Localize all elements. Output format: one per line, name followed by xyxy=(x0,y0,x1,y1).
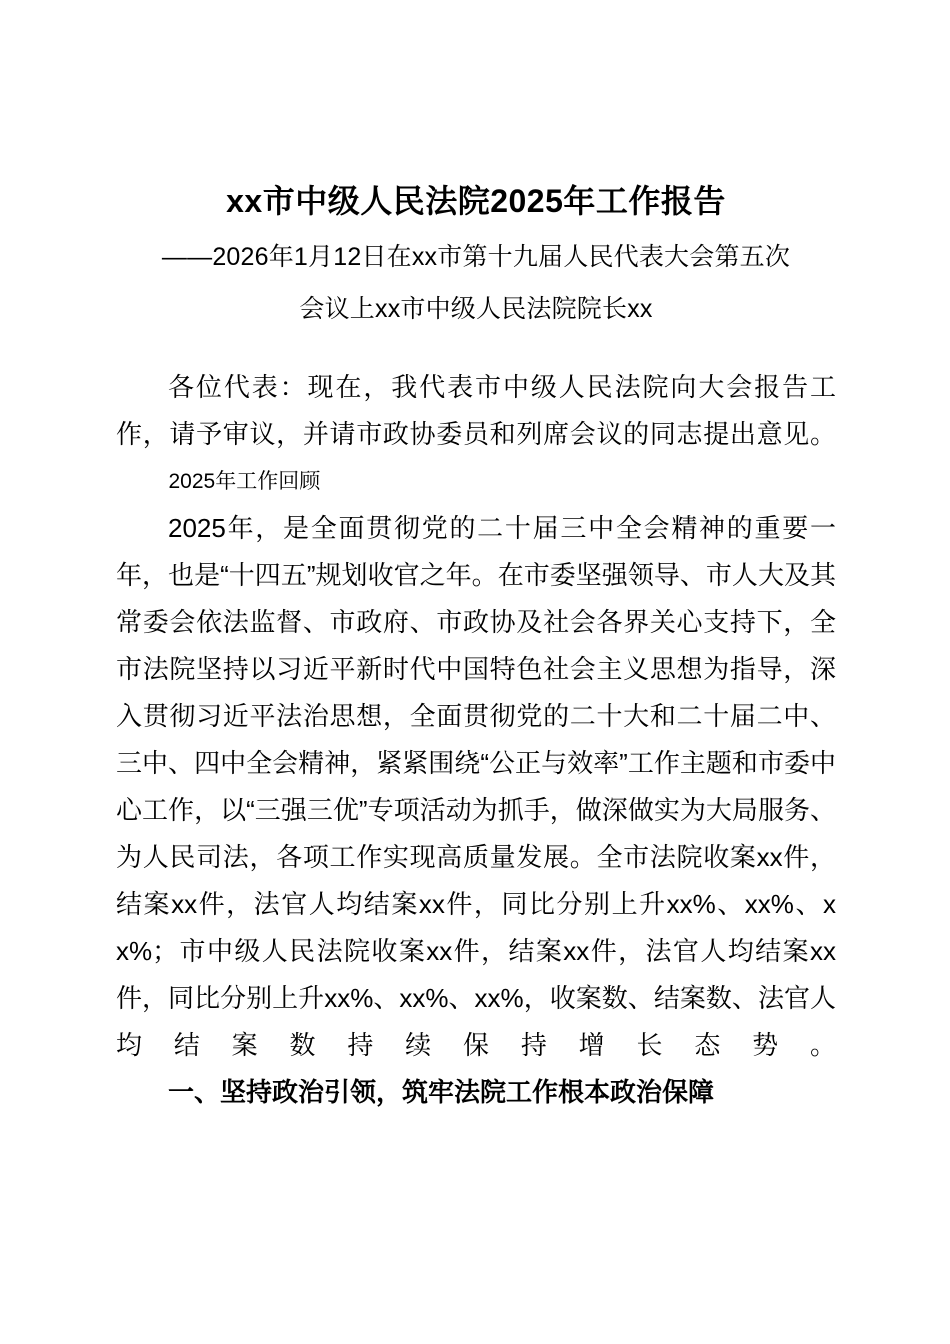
page-title: xx市中级人民法院2025年工作报告 xyxy=(226,183,726,219)
subtitle-line-1: ——2026年1月12日在xx市第十九届人民代表大会第五次 xyxy=(161,243,791,271)
paragraph-year-review-body: 2025年，是全面贯彻党的二十届三中全会精神的重要一年，也是“十四五”规划收官之年。在市委坚强领导、市人大及其常委会依法监督、市政府、市政协及社会各界关心支持下，全市法院坚持以习近平新时代中国特色社会主义思想为指导，深入贯彻习近平法治思想，全面贯彻党的二十大和二十届二中、三中、四中全会精神，紧紧围绕“公正与效率”工作主题和市委中心工作，以“三强三优”专项活动为抓手，做深做实为大局服务、为人民司法，各项工作实现高质量发展。全市法院收案xx件，结案xx件，法官人均结案xx件，同比分别上升xx%、xx%、xx%；市中级人民法院收案xx件，结案xx件，法官人均结案xx件，同比分别上升xx%、xx%、xx%，收案数、结案数、法官人均结案数持续保持增长态势。 xyxy=(116,513,836,1060)
paragraph-greeting: 各位代表：现在，我代表市中级人民法院向大会报告工作，请予审议，并请市政协委员和列席会议的同志提出意见。 xyxy=(116,372,836,449)
document-subtitle xyxy=(116,232,836,334)
document-body xyxy=(116,0,836,1116)
section-label-year-review: 2025年工作回顾 xyxy=(168,470,321,493)
heading-section-one: 一、坚持政治引领，筑牢法院工作根本政治保障 xyxy=(168,1077,715,1107)
document-content xyxy=(116,364,836,1116)
subtitle-line-2: 会议上xx市中级人民法院院长xx xyxy=(299,295,653,323)
title-block xyxy=(116,0,836,334)
